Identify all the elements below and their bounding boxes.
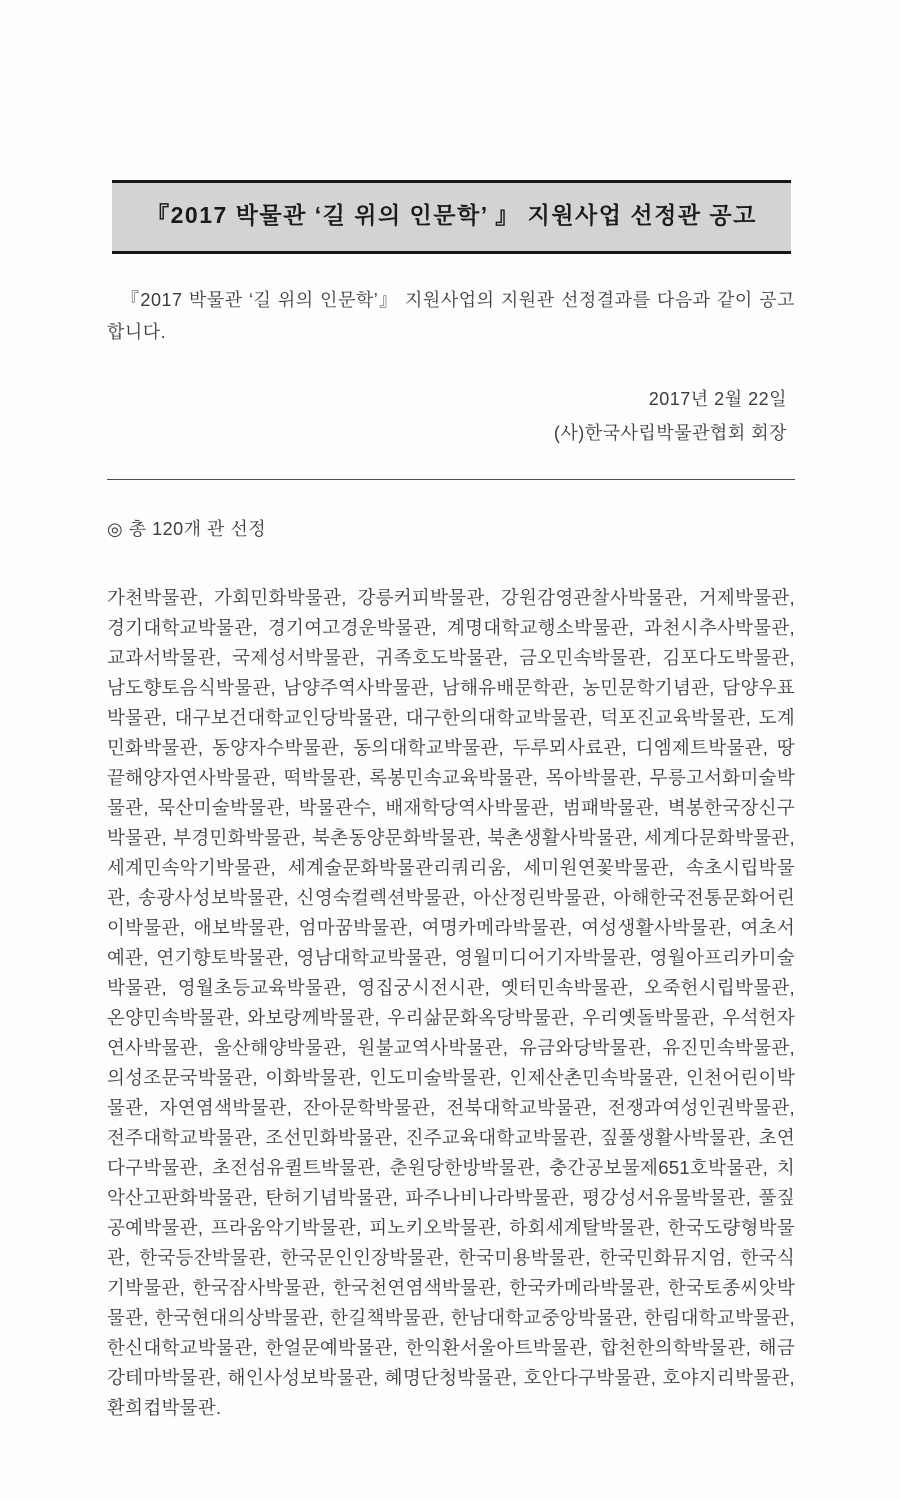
selection-count-heading: ◎ 총 120개 관 선정 <box>107 518 267 539</box>
intro-paragraph: 『2017 박물관 ‘길 위의 인문학’』 지원사업의 지원관 선정결과를 다음과 같이 공고합니다. <box>107 289 795 342</box>
section-divider <box>107 479 795 480</box>
issuer-signature: (사)한국사립박물관협회 회장 <box>553 422 787 443</box>
signature-block <box>107 382 795 450</box>
selected-museums-list: 가천박물관, 가회민화박물관, 강릉커피박물관, 강원감영관찰사박물관, 거제박물관, 경기대학교박물관, 경기여고경운박물관, 계명대학교행소박물관, 과천시추사박물관, 교과서박물관, 국제성서박물관, 귀족호도박물관, 금오민속박물관, 김포다도박물관, 남도향토음식박물관, 남양주역사박물관, 남해유배문학관, 농민문학기념관, 담양우표박물관, 대구보건대학교인당박물관, 대구한의대학교박물관, 덕포진교육박물관, 도계민화박물관, 동양자수박물관, 동의대학교박물관, 두루뫼사료관, 디엠제트박물관, 땅끝해양자연사박물관, 떡박물관, 록봉민속교육박물관, 목아박물관, 무릉고서화미술박물관, 묵산미술박물관, 박물관수, 배재학당역사박물관, 범패박물관, 벽봉한국장신구박물관, 부경민화박물관, 북촌동양문화박물관, 북촌생활사박물관, 세계다문화박물관, 세계민속악기박물관, 세계술문화박물관리쿼리움, 세미원연꽃박물관, 속초시립박물관, 송광사성보박물관, 신영숙컬렉션박물관, 아산정린박물관, 아해한국전통문화어린이박물관, 애보박물관, 엄마꿈박물관, 여명카메라박물관, 여성생활사박물관, 여초서예관, 연기향토박물관, 영남대학교박물관, 영월미디어기자박물관, 영월아프리카미술박물관, 영월초등교육박물관, 영집궁시전시관, 옛터민속박물관, 오죽헌시립박물관, 온양민속박물관, 와보랑께박물관, 우리삶문화옥당박물관, 우리옛돌박물관, 우석헌자연사박물관, 울산해양박물관, 원불교역사박물관, 유금와당박물관, 유진민속박물관, 의성조문국박물관, 이화박물관, 인도미술박물관, 인제산촌민속박물관, 인천어린이박물관, 자연염색박물관, 잔아문학박물관, 전북대학교박물관, 전쟁과여성인권박물관, 전주대학교박물관, 조선민화박물관, 진주교육대학교박물관, 짚풀생활사박물관, 초연다구박물관, 초전섬유퀼트박물관, 춘원당한방박물관, 충간공보물제651호박물관, 치악산고판화박물관, 탄허기념박물관, 파주나비나라박물관, 평강성서유물박물관, 풀짚공예박물관, 프라움악기박물관, 피노키오박물관, 하회세계탈박물관, 한국도량형박물관, 한국등잔박물관, 한국문인인장박물관, 한국미용박물관, 한국민화뮤지엄, 한국식기박물관, 한국잠사박물관, 한국천연염색박물관, 한국카메라박물관, 한국토종씨앗박물관, 한국현대의상박물관, 한길책박물관, 한남대학교중앙박물관, 한림대학교박물관, 한신대학교박물관, 한얼문예박물관, 한익환서울아트박물관, 합천한의학박물관, 해금강테마박물관, 해인사성보박물관, 혜명단청박물관, 호안다구박물관, 호야지리박물관, 환희컵박물관. <box>107 586 795 1418</box>
announcement-date: 2017년 2월 22일 <box>648 388 787 409</box>
title-banner <box>112 180 791 254</box>
document-title: 『2017 박물관 ‘길 위의 인문학’ 』 지원사업 선정관 공고 <box>146 202 757 228</box>
